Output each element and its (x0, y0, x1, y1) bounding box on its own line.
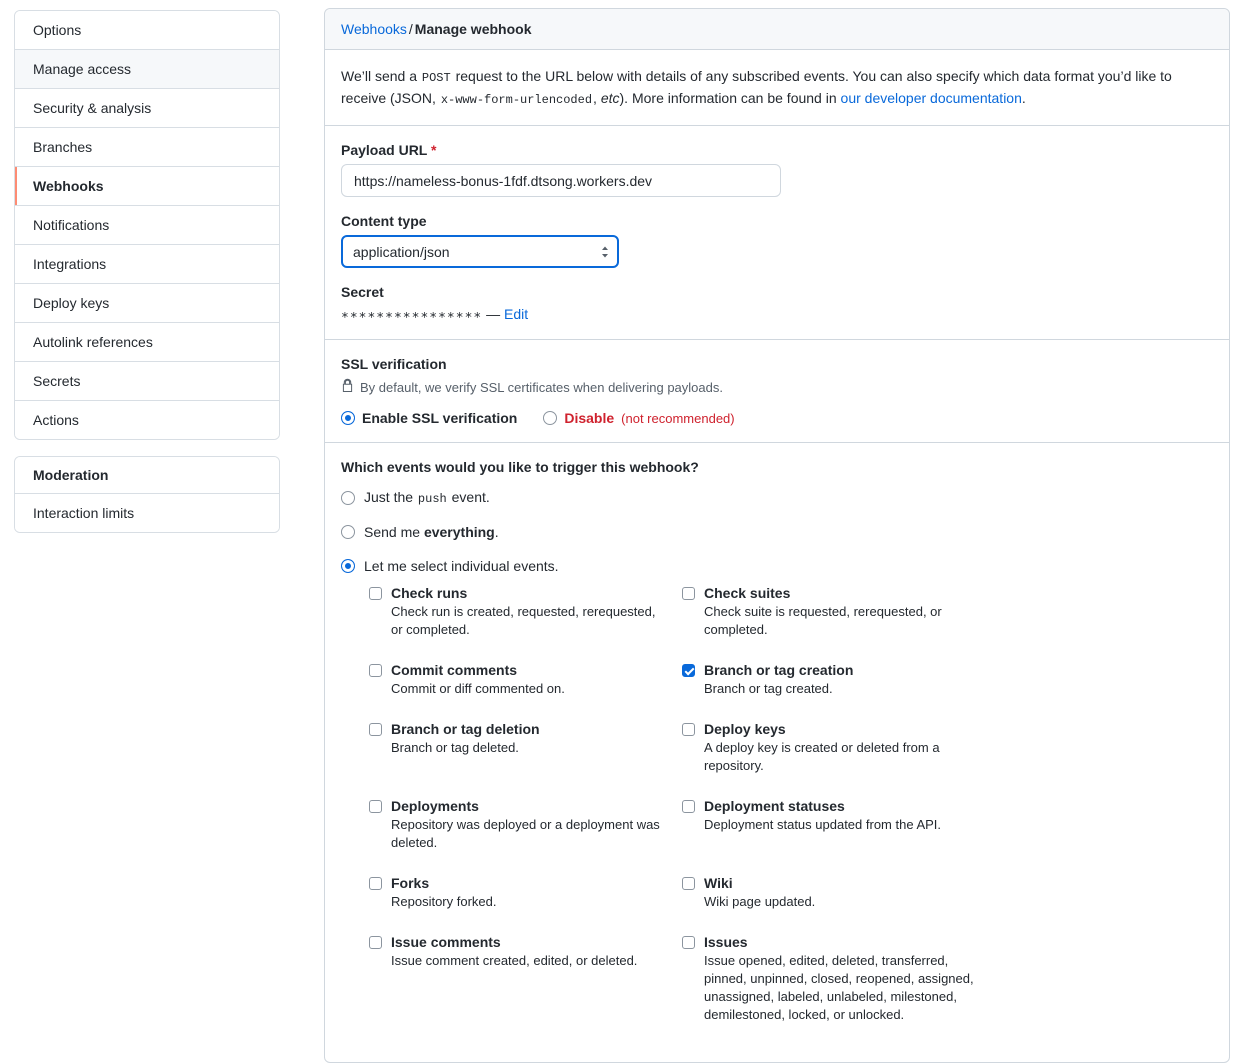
main-content (294, 0, 1259, 1064)
event-check-suites[interactable] (682, 584, 995, 661)
intro-part3: , (593, 89, 601, 106)
event-issues-checkbox[interactable] (682, 936, 695, 949)
sidebar-item-actions[interactable] (15, 401, 279, 439)
event-title: Deployment statuses (704, 798, 845, 815)
secret-label: Secret (341, 284, 384, 301)
required-marker: * (431, 142, 437, 159)
sidebar-item-deploy-keys[interactable] (15, 284, 279, 323)
sidebar-item-label: Autolink references (33, 334, 153, 350)
event-title: Branch or tag creation (704, 662, 854, 679)
event-desc: Wiki page updated. (704, 894, 816, 910)
sidebar-item-integrations[interactable] (15, 245, 279, 284)
payload-url-field (341, 142, 1213, 197)
event-commit-comments-checkbox[interactable] (369, 664, 382, 677)
event-mode-push-suffix: event. (447, 489, 490, 506)
event-title: Deployments (391, 798, 479, 815)
event-wiki-checkbox[interactable] (682, 877, 695, 890)
content-type-field (341, 213, 1213, 268)
event-title: Deploy keys (704, 721, 786, 738)
event-issue-comments-checkbox[interactable] (369, 936, 382, 949)
sidebar-item-secrets[interactable] (15, 362, 279, 401)
event-check-runs[interactable] (369, 584, 682, 661)
payload-url-input[interactable] (341, 164, 781, 197)
event-mode-push[interactable] (341, 489, 1213, 506)
sidebar-item-security-analysis[interactable] (15, 89, 279, 128)
event-title: Wiki (704, 875, 733, 892)
events-grid (341, 584, 1213, 1046)
sidebar-item-label: Webhooks (33, 178, 104, 194)
event-wiki[interactable] (682, 874, 995, 933)
event-deployments[interactable] (369, 797, 682, 874)
payload-url-label (341, 142, 1213, 158)
intro-part5: . (1021, 89, 1026, 106)
event-desc: Branch or tag deleted. (391, 740, 519, 756)
sidebar-item-branches[interactable] (15, 128, 279, 167)
breadcrumb-webhooks-link[interactable]: Webhooks (341, 21, 407, 37)
event-mode-everything[interactable] (341, 524, 1213, 540)
event-desc: Issue opened, edited, deleted, transferred, pinned, unpinned, closed, reopened, assigned, unassigned, labeled, unlabeled, milestoned, demilestoned, locked, or unlocked. (704, 953, 974, 1023)
event-forks-checkbox[interactable] (369, 877, 382, 890)
events-title: Which events would you like to trigger this webhook? (341, 459, 699, 476)
event-issue-comments[interactable] (369, 933, 682, 1046)
event-forks[interactable] (369, 874, 682, 933)
event-mode-push-radio[interactable] (341, 491, 355, 505)
sidebar (0, 0, 294, 1064)
event-desc: Check run is created, requested, rerequested, or completed. (391, 604, 656, 638)
event-title: Check runs (391, 585, 468, 602)
ssl-label: SSL verification (341, 356, 447, 373)
event-deployment-statuses[interactable] (682, 797, 995, 874)
ssl-disable-label: Disable (564, 410, 615, 427)
event-mode-everything-suffix: . (494, 524, 499, 541)
sidebar-item-label: Actions (33, 412, 79, 428)
webhook-card (324, 8, 1230, 1063)
ssl-enable-option[interactable] (341, 410, 517, 426)
intro-etc: etc (600, 89, 620, 106)
secret-field (341, 284, 1213, 323)
sidebar-item-webhooks[interactable] (15, 167, 279, 206)
event-desc: Repository forked. (391, 894, 497, 910)
sidebar-item-label: Manage access (33, 61, 132, 77)
breadcrumb (325, 9, 1229, 50)
secret-masked-value: ∗∗∗∗∗∗∗∗∗∗∗∗∗∗∗∗ (341, 308, 483, 324)
sidebar-item-label: Integrations (33, 256, 107, 272)
sidebar-item-options[interactable] (15, 11, 279, 50)
payload-url-label-text: Payload URL (341, 142, 428, 159)
ssl-disable-radio[interactable] (543, 411, 557, 425)
sidebar-item-manage-access[interactable] (15, 50, 279, 89)
event-title: Branch or tag deletion (391, 721, 540, 738)
event-deploy-keys[interactable] (682, 720, 995, 797)
sidebar-item-label: Secrets (33, 373, 81, 389)
event-deploy-keys-checkbox[interactable] (682, 723, 695, 736)
ssl-note (341, 378, 1213, 396)
event-mode-push-code: push (417, 492, 447, 507)
ssl-note-text: By default, we verify SSL certificates when delivering payloads. (360, 379, 723, 395)
secret-value-row (341, 306, 1213, 323)
event-branch-or-tag-deletion-checkbox[interactable] (369, 723, 382, 736)
sidebar-item-interaction-limits[interactable] (15, 494, 279, 532)
intro-part4: ). More information can be found in (619, 89, 841, 106)
developer-documentation-link[interactable]: our developer documentation (840, 89, 1022, 106)
webhook-settings-section (325, 126, 1229, 340)
ssl-disable-note: (not recommended) (621, 410, 735, 426)
event-mode-everything-radio[interactable] (341, 525, 355, 539)
sidebar-item-label: Security & analysis (33, 100, 152, 116)
sidebar-moderation-heading: Moderation (15, 457, 279, 494)
event-branch-or-tag-deletion[interactable] (369, 720, 682, 797)
event-check-suites-checkbox[interactable] (682, 587, 695, 600)
event-mode-everything-prefix: Send me (364, 524, 424, 541)
event-check-runs-checkbox[interactable] (369, 587, 382, 600)
intro-post-code: POST (421, 71, 451, 85)
sidebar-moderation-menu (14, 456, 280, 533)
sidebar-item-label: Deploy keys (33, 295, 110, 311)
sidebar-item-autolink-references[interactable] (15, 323, 279, 362)
ssl-verification-section (325, 340, 1229, 443)
event-title: Issues (704, 934, 748, 951)
secret-edit-link[interactable]: Edit (504, 306, 529, 323)
sidebar-item-label: Notifications (33, 217, 110, 233)
event-mode-push-label (364, 489, 490, 506)
lock-icon (341, 378, 354, 396)
event-mode-everything-label (364, 524, 499, 540)
event-title: Forks (391, 875, 430, 892)
event-title: Check suites (704, 585, 791, 602)
sidebar-settings-menu (14, 10, 280, 440)
event-mode-individual[interactable] (341, 558, 1213, 574)
event-mode-push-prefix: Just the (364, 489, 417, 506)
content-type-label: Content type (341, 213, 427, 230)
event-desc: A deploy key is created or deleted from a repository. (704, 740, 940, 774)
intro-text (341, 66, 1213, 109)
event-mode-individual-radio[interactable] (341, 559, 355, 573)
event-commit-comments[interactable] (369, 661, 682, 720)
ssl-enable-label: Enable SSL verification (362, 410, 518, 427)
sidebar-item-label: Interaction limits (33, 505, 135, 521)
event-desc: Check suite is requested, rerequested, or completed. (704, 604, 942, 638)
event-deployment-statuses-checkbox[interactable] (682, 800, 695, 813)
content-type-select[interactable] (341, 235, 619, 268)
ssl-enable-radio[interactable] (341, 411, 355, 425)
event-desc: Deployment status updated from the API. (704, 817, 942, 833)
intro-part2: request to the URL below with details of any subscribed events. You can also specify which data format you’d like to receive (JSON, (341, 68, 1172, 106)
event-title: Commit comments (391, 662, 518, 679)
events-section (325, 443, 1229, 1062)
event-mode-everything-bold: everything (423, 524, 495, 541)
intro-section (325, 50, 1229, 126)
event-mode-individual-label: Let me select individual events. (364, 558, 559, 575)
event-desc: Repository was deployed or a deployment was deleted. (391, 817, 660, 851)
event-issues[interactable] (682, 933, 995, 1046)
intro-part1: We’ll send a (341, 68, 421, 84)
content-type-select-wrap (341, 235, 619, 268)
ssl-disable-option[interactable] (543, 410, 734, 426)
event-branch-or-tag-creation-checkbox[interactable] (682, 664, 695, 677)
breadcrumb-current: Manage webhook (414, 21, 532, 37)
intro-form-code: x-www-form-urlencoded (440, 92, 593, 107)
event-deployments-checkbox[interactable] (369, 800, 382, 813)
breadcrumb-separator: / (408, 21, 413, 37)
sidebar-item-notifications[interactable] (15, 206, 279, 245)
ssl-options (341, 410, 1213, 426)
sidebar-item-label: Options (33, 22, 82, 38)
event-title: Issue comments (391, 934, 501, 951)
event-branch-or-tag-creation[interactable] (682, 661, 995, 720)
event-desc: Issue comment created, edited, or deleted. (391, 953, 638, 969)
event-desc: Branch or tag created. (704, 681, 833, 697)
sidebar-item-label: Branches (33, 139, 93, 155)
event-desc: Commit or diff commented on. (391, 681, 565, 697)
secret-dash: — (486, 306, 501, 323)
